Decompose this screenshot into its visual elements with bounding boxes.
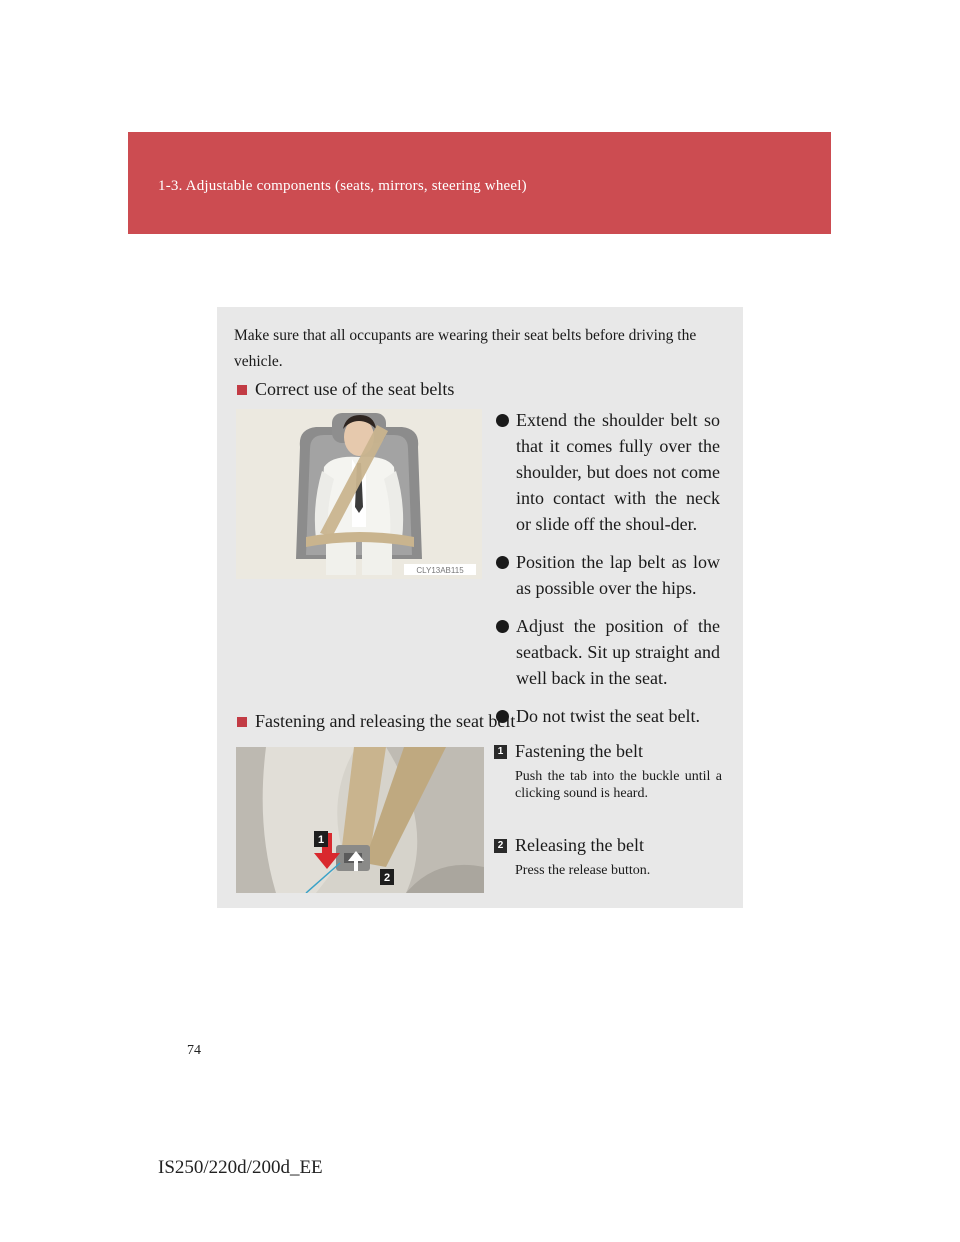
page-number: 74	[187, 1043, 201, 1058]
footer-model-code: IS250/220d/200d_EE	[158, 1157, 323, 1178]
list-item: Do not twist the seat belt.	[494, 703, 720, 729]
seated-person-icon	[236, 409, 482, 579]
intro-text: Make sure that all occupants are wearing their seat belts before driving the vehicle.	[234, 327, 697, 370]
section-title: 1-3. Adjustable components (seats, mirrors, steering wheel)	[158, 178, 527, 194]
list-item: Adjust the position of the seatback. Sit up straight and well back in the seat.	[494, 613, 720, 691]
section-heading-fastening	[237, 711, 515, 732]
step-description: Press the release button.	[515, 863, 651, 878]
step-title: Fastening the belt	[515, 741, 643, 761]
info-panel	[217, 307, 743, 908]
image-code-label: CLY13AB115	[416, 566, 464, 575]
bullet-dot-icon	[496, 620, 509, 633]
seatbelt-posture-illustration	[236, 409, 482, 579]
buckle-illustration	[236, 747, 484, 893]
step-fastening	[494, 741, 722, 802]
square-bullet-icon	[237, 717, 247, 727]
callout-1-label: 1	[317, 834, 325, 846]
step-title: Releasing the belt	[515, 835, 644, 855]
square-bullet-icon	[237, 385, 247, 395]
list-item: Position the lap belt as low as possible over the hips.	[494, 549, 720, 601]
section-heading-text: Correct use of the seat belts	[255, 379, 455, 399]
bullet-list	[494, 407, 720, 741]
step-number-icon: 2	[494, 839, 507, 853]
callout-2-label: 2	[383, 872, 391, 884]
step-description: Push the tab into the buckle until a clicking sound is heard.	[515, 769, 722, 801]
section-heading-correct-use	[237, 379, 454, 400]
section-header	[128, 132, 831, 234]
section-heading-text: Fastening and releasing the seat belt	[255, 711, 516, 731]
buckle-icon	[236, 747, 484, 893]
bullet-dot-icon	[496, 556, 509, 569]
list-item: Extend the shoulder belt so that it comes fully over the shoulder, but does not come into contact with the neck or slide off the shoul-der.	[494, 407, 720, 537]
step-releasing	[494, 835, 722, 879]
step-number-icon: 1	[494, 745, 507, 759]
bullet-dot-icon	[496, 414, 509, 427]
